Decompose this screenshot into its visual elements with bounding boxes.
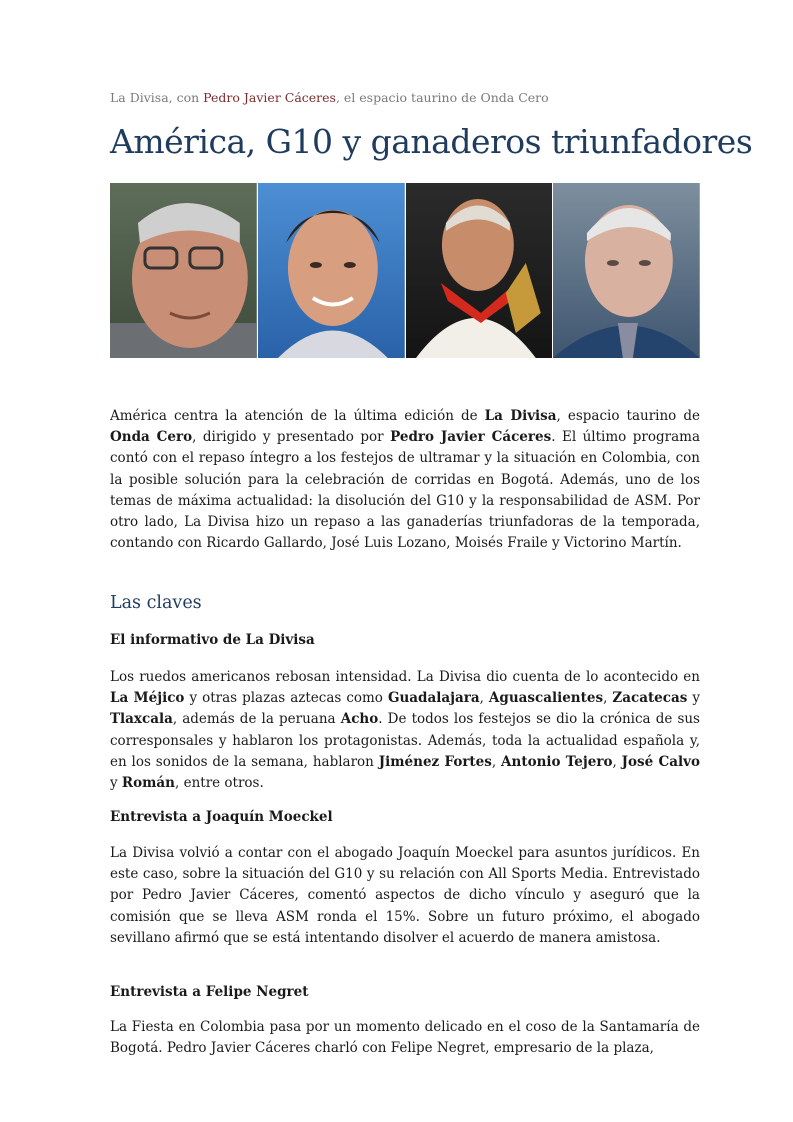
portrait-photo-4 [552,183,700,358]
article-title: América, G10 y ganaderos triunfadores [110,122,753,161]
informativo-text: , además de la peruana [172,711,341,728]
section-heading-las-claves: Las claves [110,593,202,613]
intro-text-4: . El último programa contó con el repaso íntegro a los festejos de ultramar y la situación en Colombia, con la posible solución para la celebración de corridas en Bogotá. Además, uno de los temas de máxima actualidad: la disolución del G10 y la responsabilidad de ASM. Por otro lado, La Divisa hizo un repaso a las ganaderías triunfadoras de la temporada, contando con Ricardo Gallardo, José Luis Lozano, Moisés Fraile y Victorino Martín. [110,429,700,552]
intro-text-2: , espacio taurino de [556,408,700,424]
informativo-text: y [110,775,122,792]
informativo-bold: Antonio Tejero [501,753,613,770]
informativo-text: y otras plazas aztecas como [184,690,388,707]
subheading-moeckel: Entrevista a Joaquín Moeckel [110,809,333,825]
informativo-bold: Zacatecas [612,690,688,707]
informativo-text: , [603,690,613,707]
informativo-text: Los ruedos americanos rebosan intensidad. La Divisa dio cuenta de lo acontecido en [110,669,700,685]
intro-text-3: , dirigido y presentado por [192,429,391,446]
paragraph-informativo [110,667,700,794]
informativo-text: , entre otros. [175,775,264,792]
informativo-bold: Tlaxcala [110,711,173,728]
intro-bold-host: Pedro Javier Cáceres [390,429,552,446]
photo-strip [110,183,700,358]
informativo-bold: La Méjico [110,690,185,707]
informativo-bold: Acho [340,711,379,728]
article-kicker [110,90,549,105]
informativo-bold: Jiménez Fortes [378,753,492,770]
intro-text-1: América centra la atención de la última edición de [110,408,485,424]
informativo-bold: Aguascalientes [488,690,604,707]
informativo-bold: José Calvo [621,753,700,770]
kicker-host-name: Pedro Javier Cáceres [203,90,336,105]
subheading-negret: Entrevista a Felipe Negret [110,984,309,1000]
subheading-informativo: El informativo de La Divisa [110,632,315,648]
intro-paragraph [110,406,700,554]
paragraph-negret: La Fiesta en Colombia pasa por un momento delicado en el coso de la Santamaría de Bogotá. Pedro Javier Cáceres charló con Felipe Negret, empresario de la plaza, [110,1019,700,1057]
paragraph-moeckel: La Divisa volvió a contar con el abogado Joaquín Moeckel para asuntos jurídicos. En este caso, sobre la situación del G10 y su relación con All Sports Media. Entrevistado por Pedro Javier Cáceres, comentó aspectos de dicho vínculo y aseguró que la comisión que se lleva ASM ronda el 15%. Sobre un futuro próximo, el abogado sevillano afirmó que se está intentando disolver el acuerdo de manera amistosa. [110,845,700,946]
intro-bold-onda-cero: Onda Cero [110,429,193,446]
informativo-text: . De todos los festejos se dio la crónica de sus corresponsales y hablaron los protagonistas. Además, toda la actualidad española y, en los sonidos de la semana, hablaron [110,711,700,770]
kicker-suffix: , el espacio taurino de Onda Cero [335,90,549,105]
informativo-text: , [491,753,502,770]
informativo-bold: Román [121,775,175,792]
kicker-prefix: La Divisa, con [110,90,204,105]
intro-bold-la-divisa: La Divisa [484,408,557,424]
informativo-text: y [687,690,700,707]
portrait-photo-2 [257,183,405,358]
portrait-photo-3 [405,183,553,358]
informativo-text: , [479,690,489,707]
portrait-photo-1 [110,183,257,358]
informativo-text: , [612,753,622,770]
informativo-bold: Guadalajara [387,690,480,707]
